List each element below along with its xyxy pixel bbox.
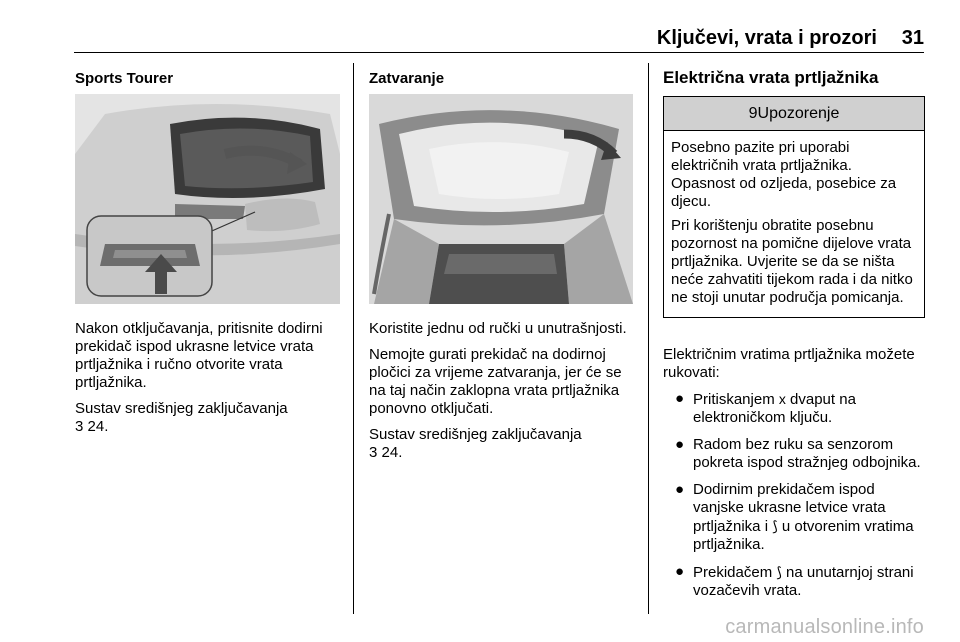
paragraph: Nakon otključavanja, pritisnite dodirni prekidač ispod ukrasne letvice vrata prtljažnika i ručno otvorite vrata prtljažnika. <box>75 320 323 391</box>
heading-electric-tailgate: Električna vrata prtljažnika <box>663 68 879 87</box>
paragraph <box>369 426 639 462</box>
tailgate-touch-switch-image <box>75 94 340 304</box>
column-2 <box>369 70 639 88</box>
list-item-text: Prekidačem <box>693 564 777 581</box>
list-item-text: dvaput na elektroničkom ključu. <box>693 391 856 426</box>
tailgate-button-icon: ⟆ <box>772 518 778 534</box>
paragraph <box>75 400 345 436</box>
cross-reference-text: Sustav središnjeg zaključavanja <box>75 400 288 417</box>
warning-body <box>664 131 924 317</box>
tailgate-closing-image <box>369 94 633 304</box>
list-item-text: Dodirnim prekidačem ispod vanjske ukrasne letvice vrata prtljažnika i <box>693 481 886 535</box>
bullet-icon: ● <box>675 390 685 407</box>
section-title: Ključevi, vrata i prozori <box>656 27 877 49</box>
operation-list <box>663 390 925 600</box>
list-item <box>663 481 925 554</box>
bullet-icon: ● <box>675 563 685 580</box>
tailgate-key-icon: x <box>778 391 786 407</box>
warning-paragraph: Posebno pazite pri uporabi električnih vrata prtljažnika. Opasnost od ozljeda, posebice za djecu. <box>671 139 897 210</box>
warning-paragraph: Pri korištenju obratite posebnu pozornost na pomične dijelove vrata prtljažnika. Uvjerite se da se ništa neće zahvatiti tijekom rada i da nitko ne stoji unutar područja pomicanja. <box>671 217 913 306</box>
list-item <box>663 563 925 600</box>
cross-reference-text: Sustav središnjeg zaključavanja <box>369 426 582 443</box>
tailgate-button-icon: ⟆ <box>776 564 782 580</box>
column-divider-1 <box>353 63 354 614</box>
heading-sports-tourer: Sports Tourer <box>75 70 174 87</box>
list-item <box>663 436 925 472</box>
header-rule <box>74 52 924 53</box>
list-item-text: u otvorenim vratima prtljažnika. <box>693 518 914 553</box>
tailgate-touch-switch-illustration <box>75 94 340 304</box>
list-item-text: Pritiskanjem <box>693 391 779 408</box>
list-item <box>663 390 925 427</box>
column-1 <box>75 70 345 88</box>
list-item-text: Radom bez ruku sa senzorom pokreta ispod stražnjeg odbojnika. <box>693 436 921 471</box>
page-number: 31 <box>901 27 924 49</box>
column-3-text <box>663 346 925 609</box>
warning-box <box>663 96 925 318</box>
warning-icon: 9 <box>748 105 758 122</box>
intro-paragraph: Električnim vratima prtljažnika možete rukovati: <box>663 346 915 381</box>
warning-title: Upozorenje <box>757 105 840 122</box>
column-divider-2 <box>648 63 649 614</box>
tailgate-interior-illustration <box>369 94 633 304</box>
bullet-icon: ● <box>675 436 685 453</box>
warning-header <box>664 97 924 131</box>
column-2-text <box>369 320 639 470</box>
paragraph: Nemojte gurati prekidač na dodirnoj pločici za vrijeme zatvaranja, jer će se na taj način zaklopna vrata prtljažnika ponovno otključati. <box>369 346 622 417</box>
list-item-text: na unutarnjoj strani vozačevih vrata. <box>693 564 914 599</box>
column-3 <box>663 68 925 88</box>
page-reference-link[interactable]: 3 24. <box>369 444 403 461</box>
page-reference-link[interactable]: 3 24. <box>75 418 109 435</box>
bullet-icon: ● <box>675 481 685 498</box>
heading-zatvaranje: Zatvaranje <box>369 70 445 87</box>
paragraph: Koristite jednu od ručki u unutrašnjosti. <box>369 320 627 337</box>
watermark: carmanualsonline.info <box>725 616 924 638</box>
column-1-text <box>75 320 345 444</box>
